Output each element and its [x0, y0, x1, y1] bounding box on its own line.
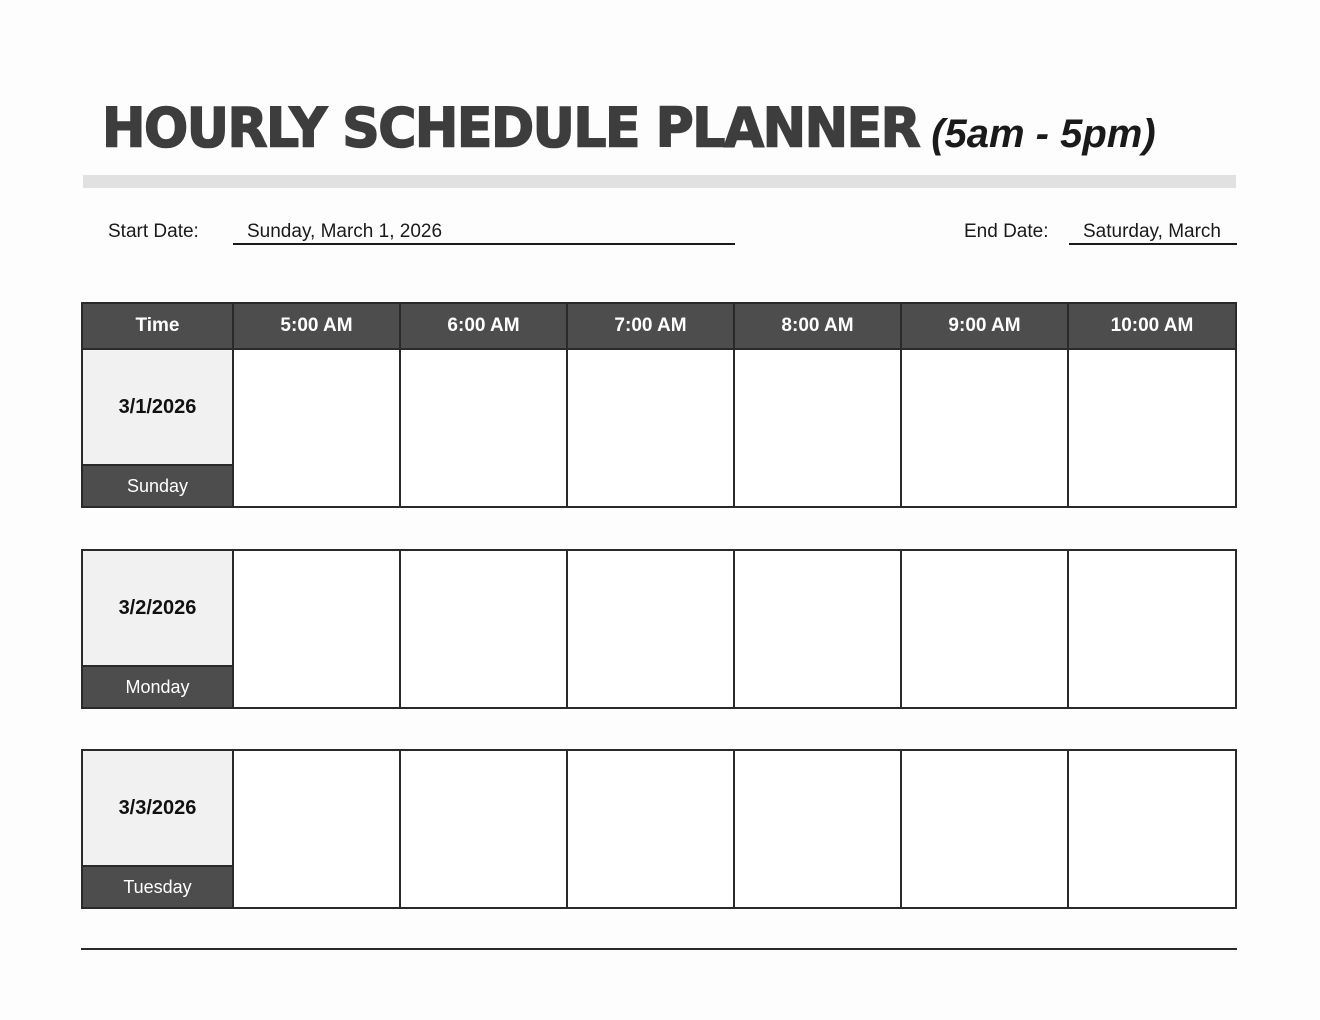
time-slot-header: 6:00 AM — [401, 304, 568, 348]
day-date: 3/2/2026 — [83, 551, 232, 667]
schedule-cell[interactable] — [902, 350, 1069, 506]
day-label-cell — [83, 350, 234, 506]
day-row-3 — [81, 749, 1237, 909]
schedule-cell[interactable] — [902, 751, 1069, 907]
time-slot-header: 8:00 AM — [735, 304, 902, 348]
day-date: 3/3/2026 — [83, 751, 232, 867]
schedule-cell[interactable] — [401, 551, 568, 707]
day-label-cell — [83, 551, 234, 707]
start-date-label: Start Date: — [108, 221, 199, 242]
title-main: HOURLY SCHEDULE PLANNER — [102, 97, 920, 160]
schedule-cell[interactable] — [568, 350, 735, 506]
schedule-cell[interactable] — [1069, 751, 1235, 907]
schedule-cell[interactable] — [234, 751, 401, 907]
schedule-cell[interactable] — [568, 751, 735, 907]
time-slot-header: 10:00 AM — [1110, 315, 1194, 336]
schedule-cell[interactable] — [568, 551, 735, 707]
title-underline-bar — [83, 175, 1236, 188]
schedule-cell[interactable] — [735, 751, 902, 907]
time-column-header: Time — [83, 304, 234, 348]
schedule-cell[interactable] — [401, 350, 568, 506]
time-slot-header: 7:00 AM — [568, 304, 735, 348]
schedule-cell[interactable] — [1069, 350, 1235, 506]
schedule-cell[interactable] — [735, 350, 902, 506]
schedule-cell[interactable] — [401, 751, 568, 907]
day-row-1 — [81, 348, 1237, 508]
day-weekday: Tuesday — [83, 867, 232, 907]
end-date-field[interactable]: Saturday, March — [1069, 219, 1237, 245]
day-row-2 — [81, 549, 1237, 709]
time-slot-header: 5:00 AM — [234, 304, 401, 348]
page-title — [102, 97, 1156, 160]
end-date-label: End Date: — [964, 221, 1049, 242]
title-subtitle: (5am - 5pm) — [931, 112, 1156, 156]
start-date-field[interactable]: Sunday, March 1, 2026 — [233, 219, 735, 245]
schedule-cell[interactable] — [234, 551, 401, 707]
schedule-cell[interactable] — [1069, 551, 1235, 707]
schedule-cell[interactable] — [234, 350, 401, 506]
time-slot-header: 9:00 AM — [902, 304, 1069, 348]
schedule-cell[interactable] — [735, 551, 902, 707]
day-label-cell — [83, 751, 234, 907]
schedule-header-row — [81, 302, 1237, 350]
day-date: 3/1/2026 — [83, 350, 232, 466]
day-weekday: Sunday — [83, 466, 232, 506]
schedule-cell[interactable] — [902, 551, 1069, 707]
bottom-divider — [81, 948, 1237, 950]
day-weekday: Monday — [83, 667, 232, 707]
